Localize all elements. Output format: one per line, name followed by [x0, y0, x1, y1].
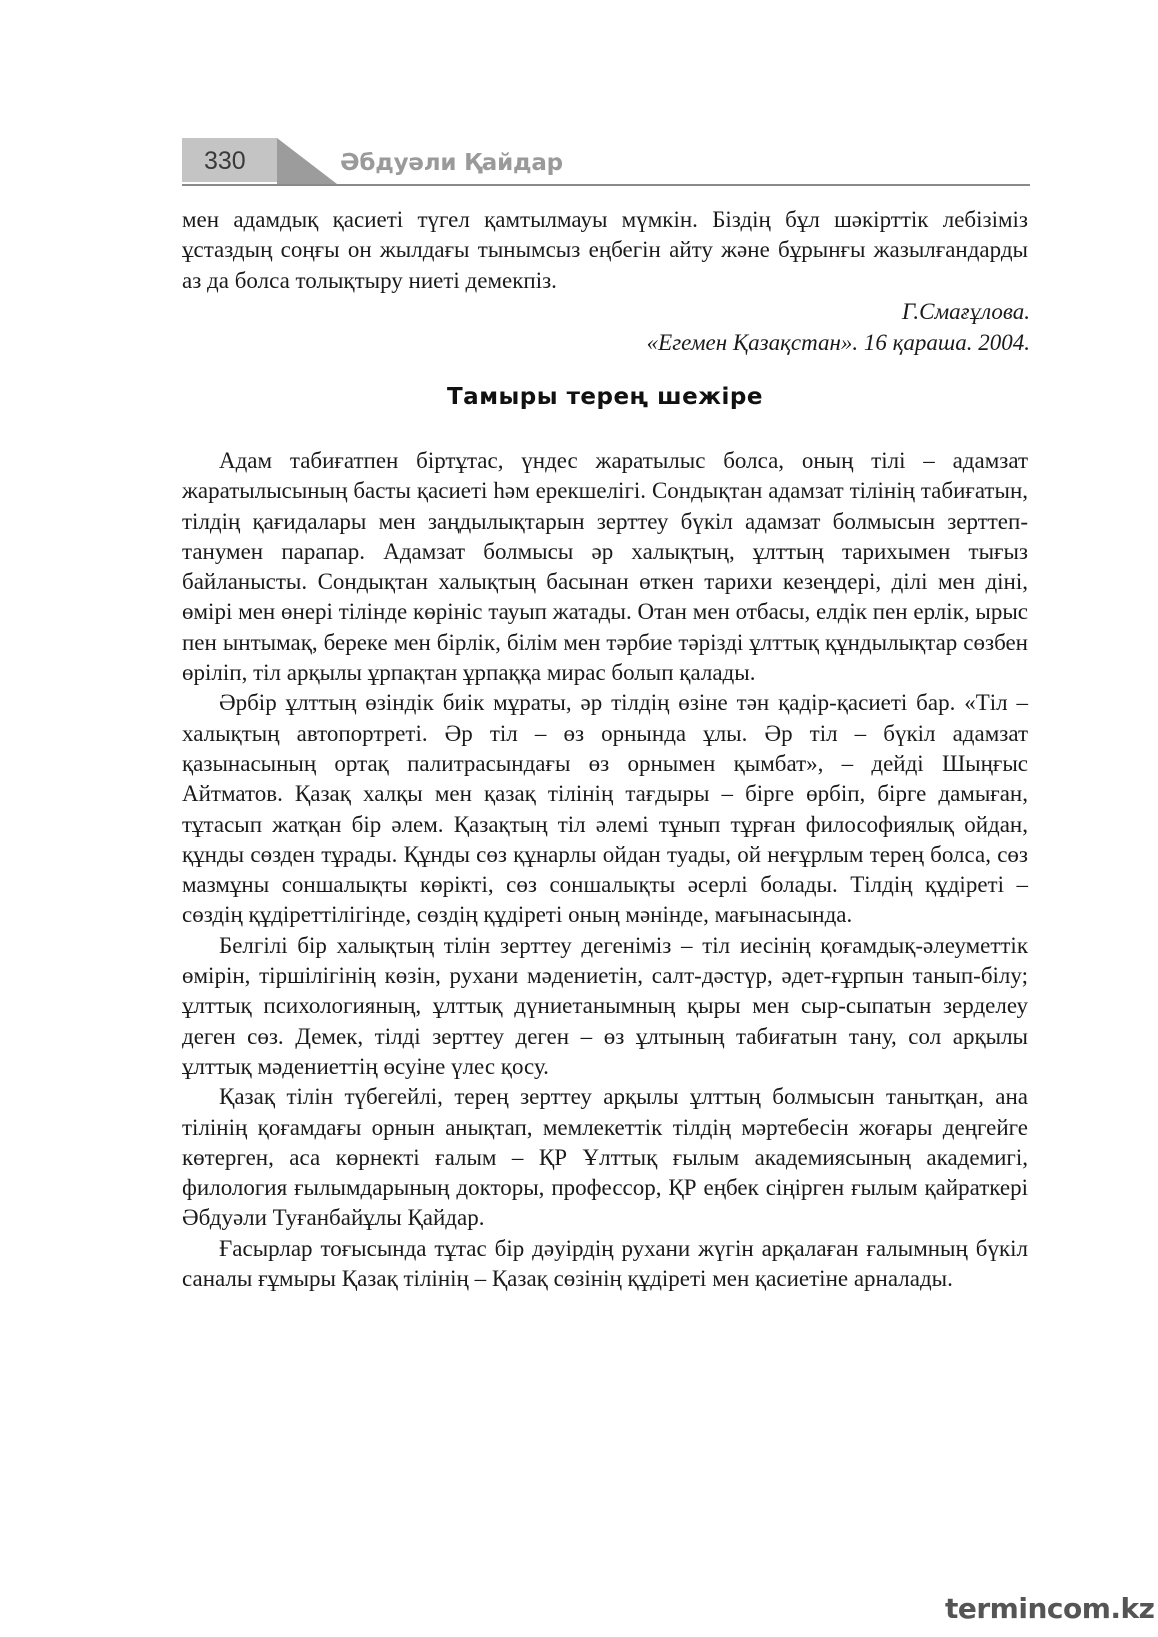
attribution-source: «Егемен Қазақстан». 16 қараша. 2004.: [646, 330, 1030, 355]
paragraph: Ғасырлар тоғысында тұтас бір дәуірдің рухани жүгін арқалаған ғалымның бүкіл саналы ғұмыры Қазақ тілінің – Қазақ сөзінің құдіреті мен қасиетіне арналады.: [182, 1235, 1028, 1292]
attribution-author: Г.Смағұлова.: [902, 299, 1030, 324]
article-body: [182, 446, 1028, 1294]
paragraph: Белгілі бір халықтың тілін зерттеу дегеніміз – тіл иесінің қоғамдық-әлеуметтік өмірін, тіршілігінің көзін, рухани мәдениетін, салт-дәстүр, әдет-ғұрпын танып-білу; ұлттық психологияның, ұлттық дүниетанымның қыры мен сыр-сыпатын зерделеу деген сөз. Демек, тілді зерттеу деген – өз ұлтының табиғатын тану, сол арқылы ұлттық мәдениеттің өсуіне үлес қосу.: [182, 932, 1028, 1079]
paragraph: Қазақ тілін түбегейлі, терең зерттеу арқылы ұлттың болмысын танытқан, ана тілінің қоғамдағы орнын анықтап, мемлекеттік тілдің мәртебесін жоғары деңгейге көтерген, аса көрнекті ғалым – ҚР Ұлттық ғылым академиясының академигі, филология ғылымдарының докторы, профессор, ҚР еңбек сіңірген ғылым қайраткері Әбдуәли Туғанбайұлы Қайдар.: [182, 1084, 1028, 1231]
page-number-tab: [182, 138, 277, 182]
header-rule: [182, 184, 1030, 186]
page-number: 330: [204, 147, 246, 175]
page-header: [182, 138, 1030, 190]
header-wedge-shape: [277, 138, 337, 184]
watermark-logo: termincom.kz: [945, 1592, 1155, 1625]
section-title: Тамыры терең шежіре: [446, 384, 763, 410]
paragraph: Әрбір ұлттың өзіндік биік мұраты, әр тілдің өзіне тән қадір-қасиеті бар. «Тіл – халықтың автопортреті. Әр тіл – өз орнында ұлы. Әр тіл – бүкіл адамзат қазынасының ортақ палитрасындағы өз орнымен қымбат», – дейді Шыңғыс Айтматов. Қазақ халқы мен қазақ тілінің тағдыры – бірге өрбіп, бірге дамыған, тұтасып жатқан бір әлем. Қазақтың тіл әлемі тұнып тұрған философиялық ойдан, құнды сөзден тұрады. Құнды сөз құнарлы ойдан туады, ой неғұрлым терең болса, сөз мазмұны соншалықты көрікті, сөз соншалықты әсерлі болады. Тілдің құдіреті – сөздің құдіреттілігінде, сөздің құдіреті оның мәнінде, мағынасында.: [182, 690, 1028, 928]
running-head: Әбдуәли Қайдар: [340, 150, 563, 176]
paragraph: Адам табиғатпен біртұтас, үндес жаратылыс болса, оның тілі – адамзат жаратылысының басты қасиеті һәм ерекшелігі. Сондықтан адамзат тілінің табиғатын, тілдің қағидалары мен заңдылықтарын зерттеу бүкіл адамзат болмысын зерттеп-танумен парапар. Адамзат болмысы әр халықтың, ұлттың тарихымен тығыз байланысты. Сондықтан халықтың басынан өткен тарихи кезеңдері, ділі мен діні, өмірі мен өнері тілінде көрініс тауып жатады. Отан мен отбасы, елдік пен ерлік, ырыс пен ынтымақ, береке мен бірлік, білім мен тәрбие тәрізді ұлттық құндылықтар сөзбен өріліп, тіл арқылы ұрпақтан ұрпаққа мирас болып қалады.: [182, 448, 1028, 686]
intro-paragraph: мен адамдық қасиеті түгел қамтылмауы мүмкін. Біздің бұл шәкірттік лебізіміз ұстаздың соңғы он жылдағы тынымсыз еңбегін айту және бұрынғы жазылғандарды аз да болса толықтыру ниеті демекпіз.: [182, 207, 1028, 293]
intro-block: [182, 205, 1028, 296]
